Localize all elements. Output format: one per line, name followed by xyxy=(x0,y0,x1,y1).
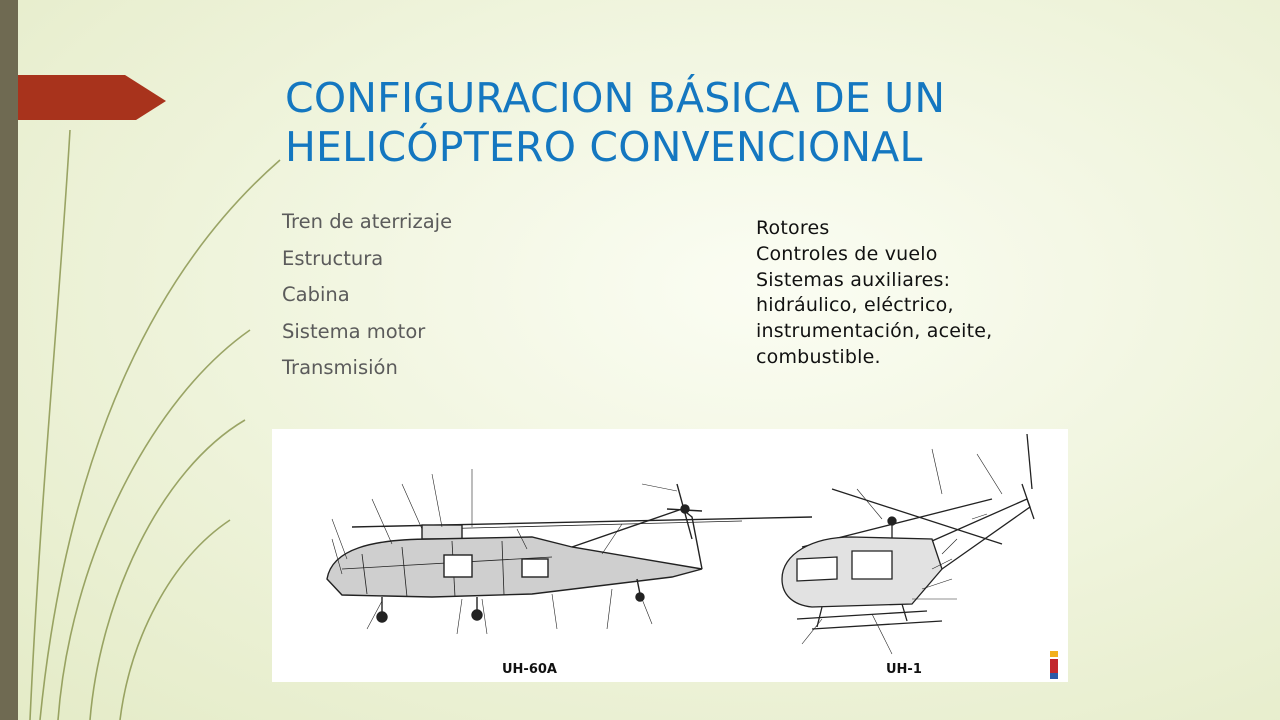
list-item: Sistema motor xyxy=(282,319,426,343)
list-item: Sistemas auxiliares: xyxy=(756,268,951,291)
list-item: Tren de aterrizaje xyxy=(282,210,453,233)
title-line-1: CONFIGURACION BÁSICA DE UN xyxy=(285,74,946,122)
right-component-list xyxy=(756,216,992,371)
list-item: hidráulico, eléctrico, xyxy=(756,294,954,317)
list-item: Controles de vuelo xyxy=(756,242,938,265)
list-item: Estructura xyxy=(282,246,384,270)
list-item: Rotores xyxy=(756,217,830,239)
title-arrow-banner xyxy=(0,0,170,120)
list-item: Transmisión xyxy=(282,356,398,379)
slide-title xyxy=(285,74,1185,172)
list-item: Cabina xyxy=(282,283,350,306)
title-line-2: HELICÓPTERO CONVENCIONAL xyxy=(285,123,923,171)
list-item: instrumentación, aceite, xyxy=(756,320,993,343)
uh60a-diagram xyxy=(272,429,1068,682)
caption-uh60a: UH-60A xyxy=(502,662,557,677)
caption-uh1: UH-1 xyxy=(886,662,922,677)
small-logo-icon xyxy=(1050,651,1058,679)
helicopter-diagram-image xyxy=(272,429,1068,682)
left-component-list xyxy=(282,204,452,387)
list-item: combustible. xyxy=(756,345,881,368)
